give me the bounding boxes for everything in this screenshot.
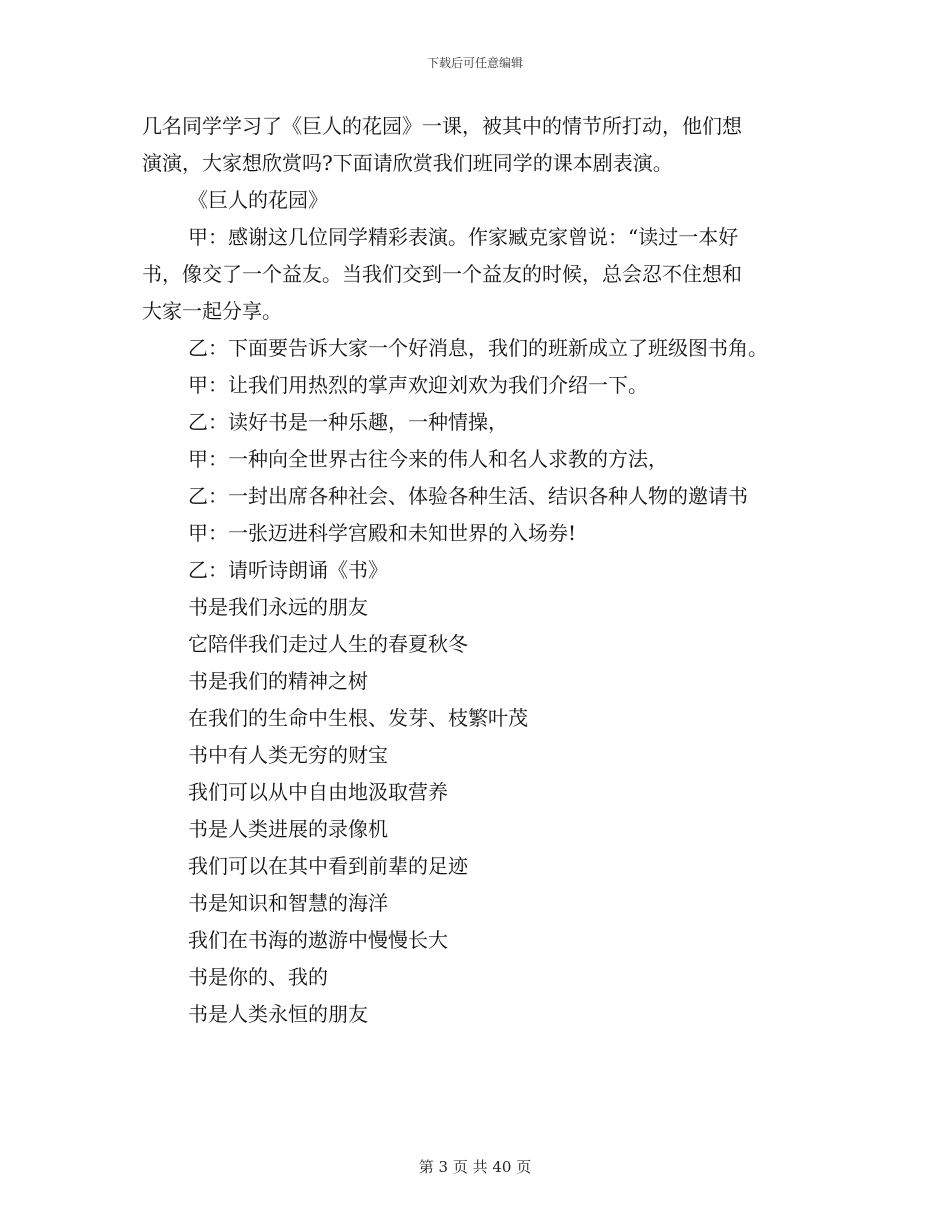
poem-line: 它陪伴我们走过人生的春夏秋冬 <box>188 632 468 656</box>
play-title-line: 《巨人的花园》 <box>188 188 328 212</box>
dialogue-line: 乙：请听诗朗诵《书》 <box>188 558 388 582</box>
poem-line: 书是我们永远的朋友 <box>188 595 368 619</box>
poem-line: 书是人类进展的录像机 <box>188 817 388 841</box>
dialogue-line: 乙：一封出席各种社会、体验各种生活、结识各种人物的邀请书 <box>188 484 748 508</box>
page-number-footer: 第 3 页 共 40 页 <box>418 1158 532 1176</box>
dialogue-line: 乙：下面要告诉大家一个好消息，我们的班新成立了班级图书角。 <box>188 336 768 360</box>
poem-line: 我们在书海的遨游中慢慢长大 <box>188 928 448 952</box>
poem-line: 我们可以在其中看到前辈的足迹 <box>188 854 468 878</box>
poem-line: 书是人类永恒的朋友 <box>188 1002 368 1026</box>
page-header: 下载后可任意编辑 <box>426 56 523 70</box>
dialogue-line: 甲：让我们用热烈的掌声欢迎刘欢为我们介绍一下。 <box>188 373 648 397</box>
poem-line: 书是你的、我的 <box>188 965 328 989</box>
paragraph-line: 大家一起分享。 <box>142 299 282 323</box>
paragraph-line: 演演，大家想欣赏吗?下面请欣赏我们班同学的课本剧表演。 <box>142 151 673 175</box>
poem-line: 我们可以从中自由地汲取营养 <box>188 780 448 804</box>
poem-line: 书是我们的精神之树 <box>188 669 368 693</box>
poem-line: 在我们的生命中生根、发芽、枝繁叶茂 <box>188 706 528 730</box>
document-body <box>142 108 822 1033</box>
paragraph-line: 书，像交了一个益友。当我们交到一个益友的时候，总会忍不住想和 <box>142 262 742 286</box>
poem-line: 书中有人类无穷的财宝 <box>188 743 388 767</box>
dialogue-line: 甲：感谢这几位同学精彩表演。作家臧克家曾说：“读过一本好 <box>188 225 739 249</box>
dialogue-line: 乙：读好书是一种乐趣，一种情操， <box>188 410 508 434</box>
poem-line: 书是知识和智慧的海洋 <box>188 891 388 915</box>
dialogue-line: 甲：一种向全世界古往今来的伟人和名人求教的方法， <box>188 447 668 471</box>
paragraph-line: 几名同学学习了《巨人的花园》一课，被其中的情节所打动，他们想 <box>142 114 742 138</box>
dialogue-line: 甲：一张迈进科学宫殿和未知世界的入场券! <box>188 521 577 545</box>
